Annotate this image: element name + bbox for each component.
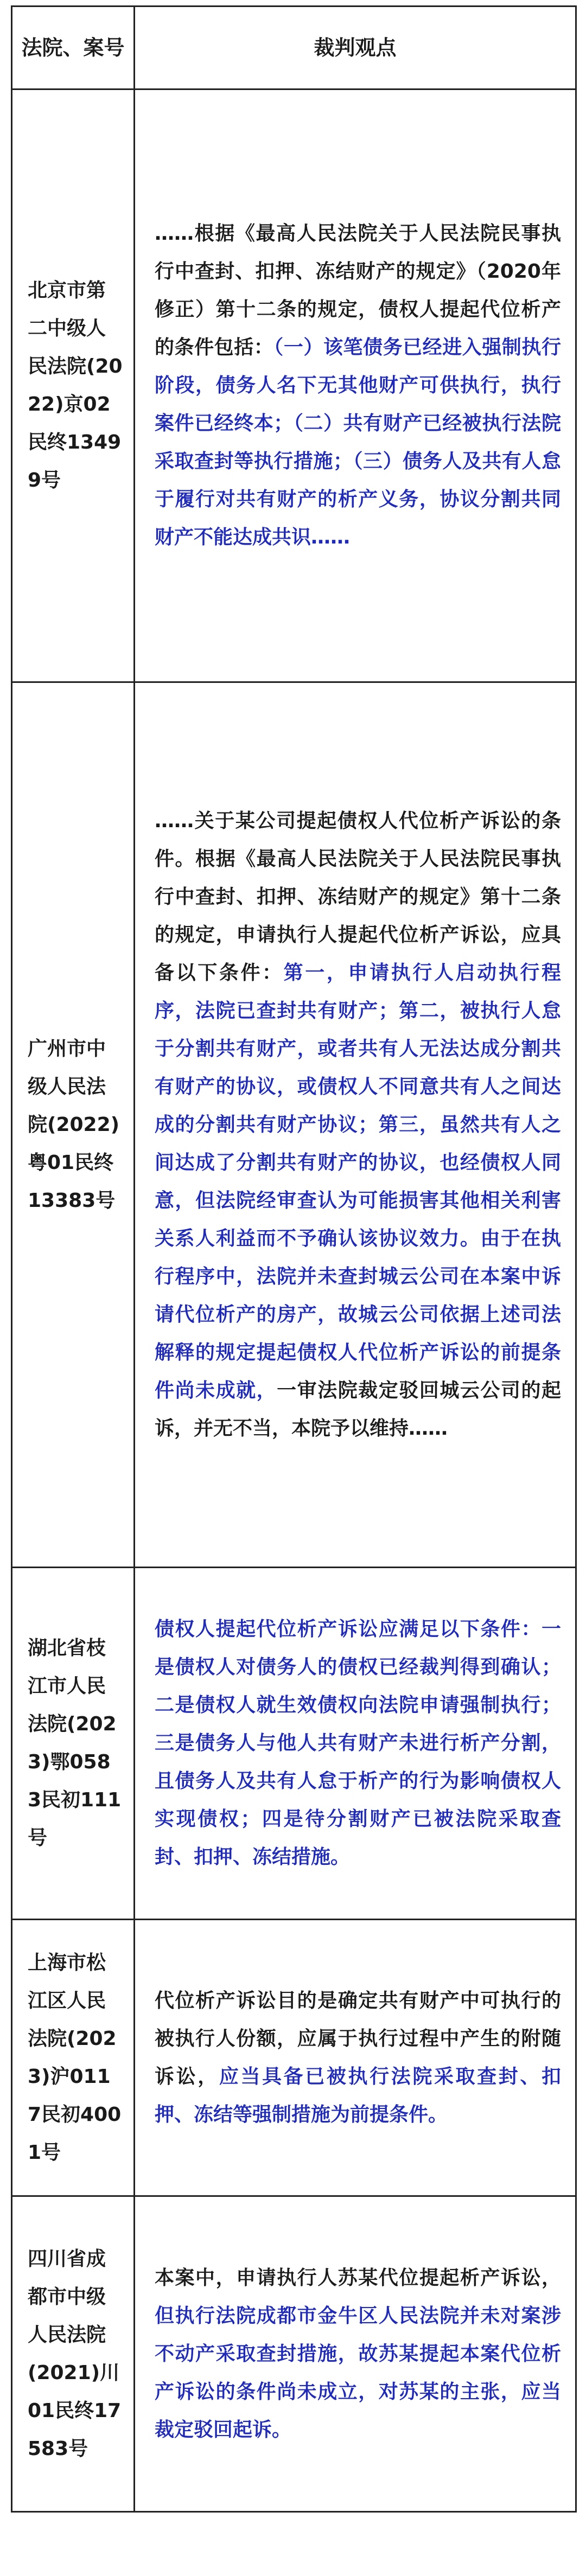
opinion-cell: [135, 2196, 576, 2512]
table-row: [12, 682, 576, 1568]
opinion-highlight: 应当具备已被执行法院采取查封、扣押、冻结等强制措施为前提条件。: [155, 2065, 561, 2126]
table-row: [12, 90, 576, 682]
opinion-cell: [135, 1920, 576, 2196]
court-cell: 四川省成都市中级人民法院(2021)川01民终17583号: [12, 2196, 135, 2512]
opinion-tail: 一审法院裁定驳回城云公司的起诉，并无不当，本院予以维持……: [155, 1379, 561, 1440]
table-row: [12, 1568, 576, 1920]
opinion-cell: [135, 682, 576, 1568]
table-row: [12, 1920, 576, 2196]
court-cell: 广州市中级人民法院(2022)粤01民终13383号: [12, 682, 135, 1568]
judgment-table: [11, 5, 577, 2513]
header-opinion: 裁判观点: [135, 7, 576, 90]
opinion-highlight: （一）该笔债务已经进入强制执行阶段，债务人名下无其他财产可供执行，执行案件已经终本；（二）共有财产已经被执行法院采取查封等执行措施；（三）债务人及共有人怠于履行对共有财产的析产义务，协议分割共同财产不能达成共识……: [155, 336, 561, 548]
opinion-text: 代位析产诉讼目的是确定共有财产中可执行的被执行人份额，应属于执行过程中产生的附随诉讼，: [155, 1989, 561, 2088]
opinion-highlight: 债权人提起代位析产诉讼应满足以下条件：一是债权人对债务人的债权已经裁判得到确认；二是债权人就生效债权向法院申请强制执行；三是债务人与他人共有财产未进行析产分割，且债务人及共有人怠于析产的行为影响债权人实现债权；四是待分割财产已被法院采取查封、扣押、冻结措施。: [155, 1618, 561, 1868]
opinion-highlight: 第一，申请执行人启动执行程序，法院已查封共有财产；第二，被执行人怠于分割共有财产，或者共有人无法达成分割共有财产的协议，或债权人不同意共有人之间达成的分割共有财产协议；第三，虽然共有人之间达成了分割共有财产的协议，也经债权人同意，但法院经审查认为可能损害其他相关利害关系人利益而不予确认该协议效力。由于在执行程序中，法院并未查封城云公司在本案中诉请代位析产的房产，故城云公司依据上述司法解释的规定提起债权人代位析产诉讼的前提条件尚未成就，: [155, 961, 561, 1402]
header-court: 法院、案号: [12, 7, 135, 90]
opinion-text: ……关于某公司提起债权人代位析产诉讼的条件。根据《最高人民法院关于人民法院民事执行中查封、扣押、冻结财产的规定》第十二条的规定，申请执行人提起代位析产诉讼，应具备以下条件：: [155, 809, 561, 984]
opinion-cell: [135, 90, 576, 682]
opinion-highlight: 但执行法院成都市金牛区人民法院并未对案涉不动产采取查封措施，故苏某提起本案代位析产诉讼的条件尚未成立，对苏某的主张，应当裁定驳回起诉。: [155, 2304, 561, 2441]
opinion-cell: [135, 1568, 576, 1920]
court-cell: 湖北省枝江市人民法院(2023)鄂0583民初111号: [12, 1568, 135, 1920]
court-cell: 上海市松江区人民法院(2023)沪0117民初4001号: [12, 1920, 135, 2196]
table-row: [12, 2196, 576, 2512]
opinion-text: ……根据《最高人民法院关于人民法院民事执行中查封、扣押、冻结财产的规定》（2020年修正）第十二条的规定，债权人提起代位析产的条件包括：: [155, 222, 561, 359]
court-cell: 北京市第二中级人民法院(2022)京02民终13499号: [12, 90, 135, 682]
opinion-text: 本案中，申请执行人苏某代位提起析产诉讼，: [155, 2266, 561, 2289]
table-header-row: [12, 7, 576, 90]
